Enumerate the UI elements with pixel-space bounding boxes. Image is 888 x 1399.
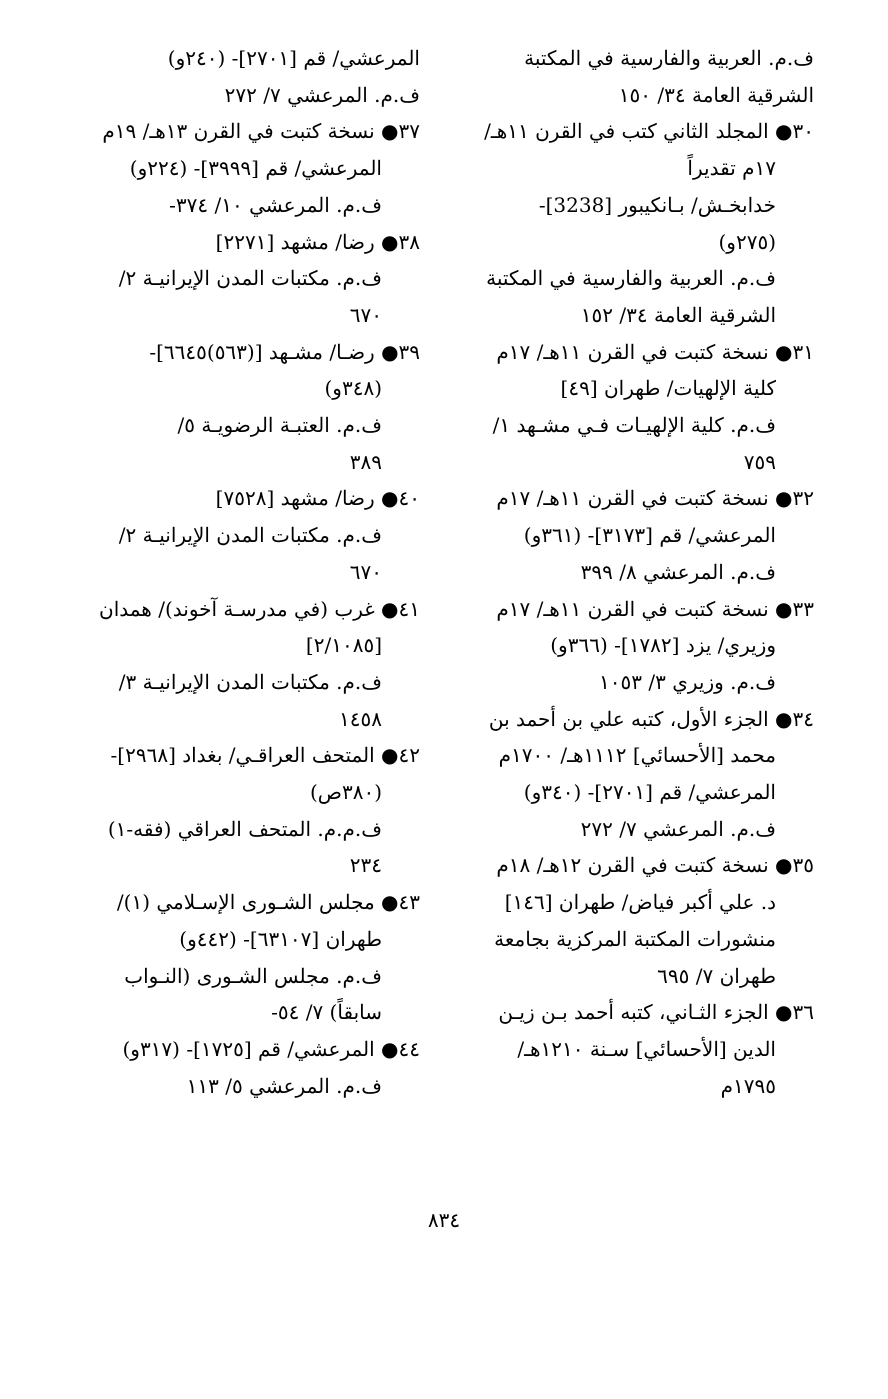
catalog-entry	[466, 334, 814, 481]
entry-line: الدين [الأحسائي] سـنة ١٢١٠هـ/	[517, 1036, 776, 1061]
entry-line: ٣٧● نسخة كتبت في القرن ١٣هـ/ ١٩م	[102, 119, 420, 144]
entry-line: (٣٨٠ص)	[309, 780, 382, 805]
entry-line: ٤٢● المتحف العراقـي/ بغداد [٢٩٦٨]-	[110, 743, 420, 768]
entry-line: المرعشي/ قم [٣٩٩٩]- (٢٢٤و)	[129, 156, 382, 181]
catalog-entry	[466, 480, 814, 590]
entry-line: ٣٨٩	[349, 449, 382, 474]
catalog-entry	[72, 884, 420, 1031]
catalog-entry	[72, 1031, 420, 1104]
catalog-entry	[72, 334, 420, 481]
catalog-entry	[466, 701, 814, 848]
catalog-entry	[466, 40, 814, 113]
entry-line: ٢٣٤	[349, 853, 382, 878]
entry-line: ف.م. المرعشي ٧/ ٢٧٢	[580, 816, 776, 841]
entry-line: ٤٤● المرعشي/ قم [١٧٢٥]- (٣١٧و)	[122, 1036, 420, 1061]
entry-line: ف.م. المرعشي ٨/ ٣٩٩	[580, 559, 776, 584]
entry-line: ٤٠● رضا/ مشهد [٧٥٢٨]	[215, 486, 420, 511]
catalog-entry	[72, 40, 420, 113]
entry-line: سابقاً) ٧/ ٥٤-	[271, 1000, 382, 1025]
entry-line: ف.م.م. المتحف العراقي (فقه-١)	[107, 816, 382, 841]
entry-line: الشرقية العامة ٣٤/ ١٥٠	[618, 82, 814, 107]
entry-line: طهران ٧/ ٦٩٥	[657, 963, 776, 988]
entry-line: الشرقية العامة ٣٤/ ١٥٢	[580, 302, 776, 327]
entry-line: ٦٧٠	[349, 302, 382, 327]
catalog-entry	[466, 994, 814, 1104]
entry-line: محمد [الأحسائي] ١١١٢هـ/ ١٧٠٠م	[498, 743, 776, 768]
entry-line: خدابخـش/ بـانكيبور [3238]-	[538, 192, 776, 217]
catalog-entry	[72, 480, 420, 590]
entry-line: ٣٢● نسخة كتبت في القرن ١١هـ/ ١٧م	[496, 486, 814, 511]
entry-line: ف.م. كلية الإلهيـات فـي مشـهد ١/	[492, 413, 776, 438]
entry-line: ف.م. العربية والفارسية في المكتبة	[524, 46, 814, 70]
entry-line: ف.م. العتبـة الرضويـة ٥/	[177, 413, 382, 438]
entry-line: ٦٧٠	[349, 559, 382, 584]
right-column	[466, 40, 814, 1104]
catalog-entry	[72, 737, 420, 884]
entry-line: ف.م. مكتبات المدن الإيرانيـة ٢/	[118, 523, 382, 548]
entry-line: ١٧٩٥م	[720, 1073, 776, 1098]
entry-line: ف.م. وزيري ٣/ ١٠٥٣	[599, 669, 776, 694]
entry-line: [٢/١٠٨٥]	[305, 633, 382, 658]
entry-line: ١٧م تقديراً	[687, 156, 776, 181]
entry-line: ٧٥٩	[743, 449, 776, 474]
entry-line: ف.م. المرعشي ٥/ ١١٣	[186, 1073, 382, 1098]
left-column	[72, 40, 420, 1104]
entry-line: ف.م. مكتبات المدن الإيرانيـة ٣/	[118, 669, 382, 694]
entry-line: طهران [٦٣١٠٧]- (٤٤٢و)	[179, 926, 382, 951]
catalog-entry	[72, 591, 420, 738]
entry-line: ٣٠● المجلد الثاني كتب في القرن ١١هـ/	[484, 119, 814, 144]
entry-line: ٣٥● نسخة كتبت في القرن ١٢هـ/ ١٨م	[496, 853, 814, 878]
entry-line: ف.م. العربية والفارسية في المكتبة	[486, 266, 776, 291]
entry-line: المرعشي/ قم [٢٧٠١]- (٢٤٠و)	[167, 46, 420, 70]
entry-line: ٣٩● رضـا/ مشـهد [(٥٦٣)٦٦٤٥]-	[149, 339, 420, 364]
entry-line: ٣٨● رضا/ مشهد [٢٢٧١]	[215, 229, 420, 254]
entry-line: كلية الإلهيات/ طهران [٤٩]	[560, 376, 776, 401]
entry-line: ٣٣● نسخة كتبت في القرن ١١هـ/ ١٧م	[496, 596, 814, 621]
entry-line: وزيري/ يزد [١٧٨٢]- (٣٦٦و)	[550, 633, 776, 658]
entry-line: ف.م. مجلس الشـورى (النـواب	[124, 963, 382, 988]
entry-line: المرعشي/ قم [٣١٧٣]- (٣٦١و)	[523, 523, 776, 548]
entry-line: د. علي أكبر فياض/ طهران [١٤٦]	[504, 890, 776, 915]
catalog-entry	[466, 591, 814, 701]
entry-line: المرعشي/ قم [٢٧٠١]- (٣٤٠و)	[523, 780, 776, 805]
entry-line: ١٤٥٨	[339, 706, 382, 731]
entry-line: (٣٤٨و)	[324, 376, 382, 401]
entry-line: ٤١● غرب (في مدرسـة آخوند)/ همدان	[99, 596, 420, 621]
entry-line: ف.م. مكتبات المدن الإيرانيـة ٢/	[118, 266, 382, 291]
entry-line: ٣٤● الجزء الأول، كتبه علي بن أحمد بن	[488, 706, 814, 731]
entry-line: (٢٧٥و)	[718, 229, 776, 254]
entry-line: ف.م. المرعشي ١٠/ ٣٧٤-	[169, 192, 382, 217]
entry-line: ٣١● نسخة كتبت في القرن ١١هـ/ ١٧م	[496, 339, 814, 364]
entry-line: ٣٦● الجزء الثـاني، كتبه أحمد بـن زيـن	[498, 1000, 814, 1025]
entry-line: ٤٣● مجلس الشـورى الإسـلامي (١)/	[116, 890, 420, 915]
catalog-entry	[466, 113, 814, 333]
catalog-entry	[72, 224, 420, 334]
page-number: ٨٣٤	[427, 1208, 461, 1232]
catalog-entry	[72, 113, 420, 223]
entry-line: منشورات المكتبة المركزية بجامعة	[494, 926, 776, 951]
catalog-entry	[466, 847, 814, 994]
entry-line: ف.م. المرعشي ٧/ ٢٧٢	[224, 82, 420, 107]
